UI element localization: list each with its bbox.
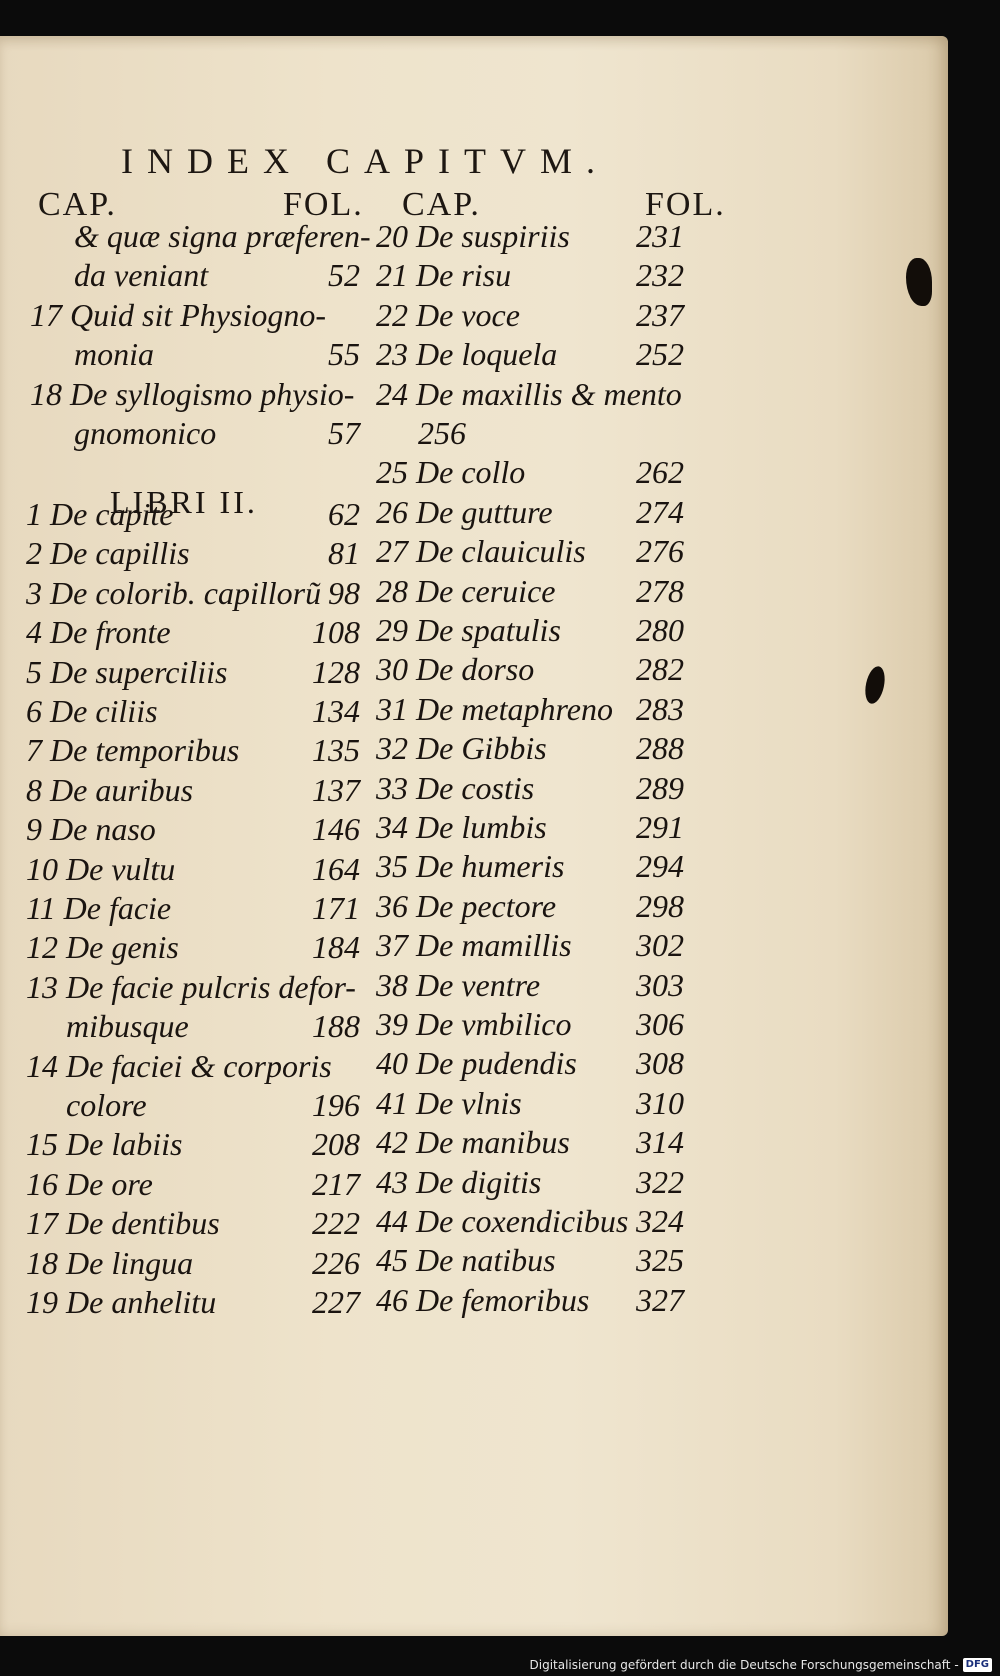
index-entry: 22 De voce (376, 296, 520, 333)
index-entry: 14 De faciei & corporis (26, 1047, 332, 1084)
index-entry: 25 De collo (376, 454, 526, 491)
index-entry: colore (66, 1087, 147, 1123)
folio-number: 291 (636, 809, 684, 845)
folio-number: 57 (328, 415, 360, 451)
index-entry: 19 De anhelitu (26, 1284, 217, 1320)
index-entry: & quæ signa præferen- (74, 218, 371, 254)
folio-number: 137 (312, 771, 360, 808)
index-entry: 42 De manibus (376, 1124, 570, 1161)
folio-number (614, 374, 684, 414)
index-entry: 18 De syllogismo physio- (30, 375, 355, 412)
folio-number: 217 (312, 1165, 360, 1202)
left-cap-header: CAP. (38, 186, 117, 223)
index-entry: 40 De pudendis (376, 1045, 577, 1082)
folio-number: 302 (636, 927, 684, 964)
index-entry: 39 De vmbilico (376, 1006, 572, 1042)
index-entry: gnomonico (74, 415, 217, 451)
folio-number: 283 (636, 690, 684, 727)
folio-number: 164 (312, 850, 360, 887)
index-entry: 43 De digitis (376, 1163, 542, 1200)
folio-number (614, 413, 684, 453)
index-entry: 1 De capite (26, 496, 174, 532)
folio-number: 227 (312, 1284, 360, 1320)
index-entry: 27 De clauiculis (376, 533, 586, 570)
digitization-footer (530, 1658, 993, 1672)
folio-number: 282 (636, 651, 684, 688)
folio-number: 232 (636, 257, 684, 294)
index-entry: 34 De lumbis (376, 809, 547, 845)
folio-number: 52 (328, 257, 360, 294)
index-entry: 4 De fronte (26, 614, 171, 651)
folio-number: 196 (312, 1087, 360, 1123)
folio-number (290, 216, 360, 256)
index-entry: 20 De suspiriis (376, 218, 570, 254)
folio-number (290, 1046, 360, 1086)
index-entry: 31 De metaphreno (376, 690, 613, 727)
folio-number: 55 (328, 336, 360, 373)
folio-number: 294 (636, 848, 684, 885)
index-entry: 29 De spatulis (376, 612, 561, 648)
index-entry: 7 De temporibus (26, 732, 240, 769)
folio-number: 62 (328, 496, 360, 532)
index-entry: 21 De risu (376, 257, 512, 294)
index-entry: 15 De labiis (26, 1126, 183, 1163)
folio-number: 274 (636, 493, 684, 530)
folio-number: 81 (328, 535, 360, 572)
left-fol-header: FOL. (283, 186, 364, 223)
folio-number: 303 (636, 966, 684, 1003)
folio-number: 135 (312, 732, 360, 769)
index-entry: 28 De ceruice (376, 572, 556, 609)
index-entry: 36 De pectore (376, 887, 557, 924)
index-entry: 24 De maxillis & mento (376, 375, 682, 412)
folio-number: 108 (312, 614, 360, 651)
index-entry: 41 De vlnis (376, 1084, 522, 1121)
folio-number: 188 (312, 1008, 360, 1045)
index-entry: 16 De ore (26, 1165, 153, 1202)
folio-number: 325 (636, 1242, 684, 1279)
index-entry: 12 De genis (26, 929, 179, 966)
folio-number: 171 (312, 890, 360, 926)
index-entry: 9 De naso (26, 811, 156, 848)
folio-number: 184 (312, 929, 360, 966)
index-entry: 32 De Gibbis (376, 730, 547, 767)
folio-number: 289 (636, 769, 684, 806)
folio-number: 324 (636, 1203, 684, 1239)
folio-number (290, 967, 360, 1007)
index-entry: 44 De coxendicibus (376, 1203, 629, 1239)
right-fol-header: FOL. (645, 186, 726, 223)
page-title: INDEX CAPITVM. (121, 141, 609, 181)
footer-text: Digitalisierung gefördert durch die Deutsche Forschungsgemeinschaft - (529, 1658, 959, 1672)
index-entry: 26 De gutture (376, 493, 553, 530)
folio-number: 146 (312, 811, 360, 848)
index-entry: 30 De dorso (376, 651, 535, 688)
folio-number: 252 (636, 336, 684, 373)
index-entry: 37 De mamillis (376, 927, 572, 964)
index-entry: 256 (418, 415, 466, 451)
right-cap-header: CAP. (402, 186, 481, 223)
index-entry: 18 De lingua (26, 1244, 194, 1281)
folio-number: 308 (636, 1045, 684, 1082)
index-entry: 10 De vultu (26, 850, 176, 887)
index-entry: 45 De natibus (376, 1242, 556, 1279)
folio-number: 128 (312, 653, 360, 690)
index-entry: 46 De femoribus (376, 1281, 590, 1318)
folio-number: 231 (636, 218, 684, 254)
folio-number: 134 (312, 693, 360, 729)
folio-number (290, 295, 360, 335)
index-entry: 6 De ciliis (26, 693, 158, 729)
index-entry: 23 De loquela (376, 336, 558, 373)
index-entry: 17 Quid sit Physiogno- (30, 296, 326, 333)
folio-number: 237 (636, 296, 684, 333)
folio-number: 262 (636, 454, 684, 491)
folio-number: 226 (312, 1244, 360, 1281)
index-entry: 13 De facie pulcris defor- (26, 968, 356, 1005)
index-entry: 3 De colorib. capillorũ (26, 574, 322, 611)
index-entry: mibusque (66, 1008, 189, 1045)
ink-blot (862, 665, 888, 706)
index-entry: 11 De facie (26, 890, 172, 926)
folio-number: 314 (636, 1124, 684, 1161)
index-entry: da veniant (74, 257, 209, 294)
folio-number: 278 (636, 572, 684, 609)
index-entry: monia (74, 336, 154, 373)
index-entry: 17 De dentibus (26, 1205, 220, 1242)
index-entry: 8 De auribus (26, 771, 194, 808)
index-entry: 35 De humeris (376, 848, 565, 885)
folio-number: 222 (312, 1205, 360, 1242)
folio-number: 310 (636, 1084, 684, 1121)
folio-number: 298 (636, 887, 684, 924)
book-page (0, 36, 948, 1636)
index-entry: 2 De capillis (26, 535, 190, 572)
index-entry: 5 De superciliis (26, 653, 228, 690)
folio-number: 208 (312, 1126, 360, 1163)
folio-number (290, 374, 360, 414)
index-entry: 33 De costis (376, 769, 535, 806)
folio-number: 276 (636, 533, 684, 570)
libri-heading: LIBRI II. (110, 484, 258, 520)
ink-mark (906, 258, 932, 306)
folio-number: 98 (328, 574, 360, 611)
folio-number: 306 (636, 1006, 684, 1042)
folio-number: 280 (636, 612, 684, 648)
folio-number: 322 (636, 1163, 684, 1200)
index-entry: 38 De ventre (376, 966, 541, 1003)
folio-number: 327 (636, 1281, 684, 1318)
dfg-logo-icon: DFG (963, 1658, 992, 1672)
folio-number: 288 (636, 730, 684, 767)
